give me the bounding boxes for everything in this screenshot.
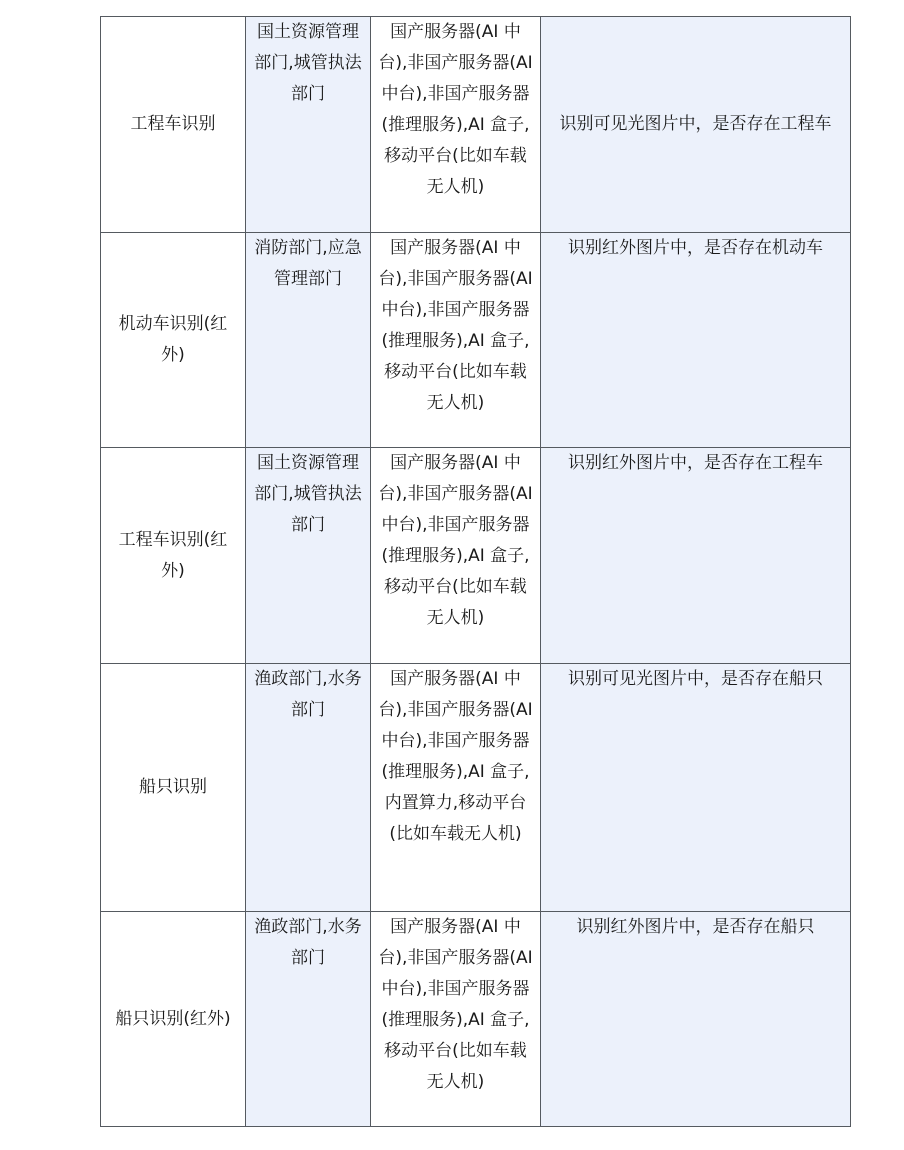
department-cell: 渔政部门,水务部门 (246, 664, 371, 912)
algorithm-name-cell: 工程车识别(红外) (101, 448, 246, 664)
description-cell: 识别可见光图片中，是否存在船只 (541, 664, 851, 912)
table-row (101, 17, 851, 233)
department-cell: 国土资源管理部门,城管执法部门 (246, 17, 371, 233)
platform-cell: 国产服务器(AI 中台),非国产服务器(AI 中台),非国产服务器(推理服务),AI 盒子,移动平台(比如车载无人机) (371, 448, 541, 664)
table-row (101, 912, 851, 1127)
platform-cell: 国产服务器(AI 中台),非国产服务器(AI 中台),非国产服务器(推理服务),AI 盒子,移动平台(比如车载无人机) (371, 233, 541, 448)
table-row (101, 448, 851, 664)
description-cell: 识别红外图片中，是否存在机动车 (541, 233, 851, 448)
department-cell: 国土资源管理部门,城管执法部门 (246, 448, 371, 664)
algorithm-name-cell: 船只识别 (101, 664, 246, 912)
platform-cell: 国产服务器(AI 中台),非国产服务器(AI 中台),非国产服务器(推理服务),AI 盒子,移动平台(比如车载无人机) (371, 912, 541, 1127)
algorithm-name-cell: 船只识别(红外) (101, 912, 246, 1127)
table-row (101, 233, 851, 448)
department-cell: 渔政部门,水务部门 (246, 912, 371, 1127)
algorithm-spec-table (100, 16, 851, 1127)
table-row (101, 664, 851, 912)
platform-cell: 国产服务器(AI 中台),非国产服务器(AI 中台),非国产服务器(推理服务),AI 盒子,内置算力,移动平台(比如车载无人机) (371, 664, 541, 912)
description-cell: 识别红外图片中，是否存在工程车 (541, 448, 851, 664)
description-cell: 识别可见光图片中，是否存在工程车 (541, 17, 851, 233)
algorithm-name-cell: 工程车识别 (101, 17, 246, 233)
algorithm-name-cell: 机动车识别(红外) (101, 233, 246, 448)
platform-cell: 国产服务器(AI 中台),非国产服务器(AI 中台),非国产服务器(推理服务),AI 盒子,移动平台(比如车载无人机) (371, 17, 541, 233)
description-cell: 识别红外图片中，是否存在船只 (541, 912, 851, 1127)
department-cell: 消防部门,应急管理部门 (246, 233, 371, 448)
